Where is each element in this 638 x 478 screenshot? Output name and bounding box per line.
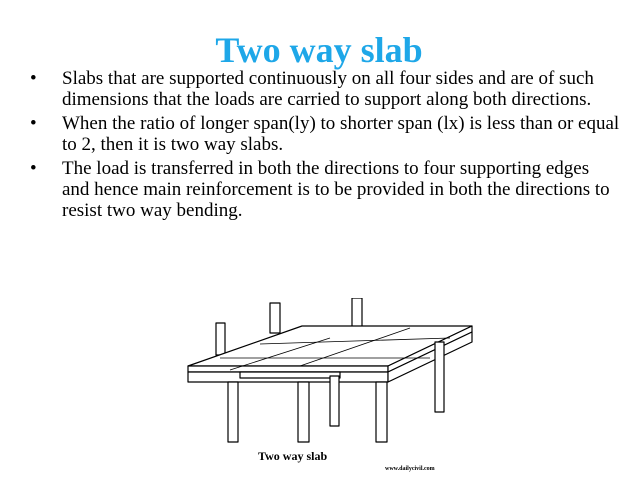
bullet-marker: • (30, 158, 37, 179)
bullet-item (30, 68, 620, 110)
bullet-text: When the ratio of longer span(ly) to shorter span (lx) is less than or equal to 2, then it is two way slabs. (62, 113, 620, 155)
beam-middle (240, 372, 340, 378)
bullet-text: Slabs that are supported continuously on all four sides and are of such dimensions that the loads are carried to support along both directions. (62, 68, 594, 110)
bullet-marker: • (30, 113, 37, 134)
bullet-list (30, 68, 620, 224)
column-front-center (298, 382, 309, 442)
slab-front-edge (188, 366, 388, 372)
figure-caption: Two way slab (258, 449, 328, 463)
two-way-slab-illustration (180, 298, 480, 443)
bullet-item (30, 113, 620, 155)
bullet-marker: • (30, 68, 37, 89)
bullet-text: The load is transferred in both the directions to four supporting edges and hence main reinforcement is to be provided in both the directions to resist two way bending. (62, 158, 610, 221)
column-front-right (376, 382, 387, 442)
figure-credit: www.dailycivil.com (385, 466, 435, 472)
column-back-center (270, 303, 280, 333)
slide-title: Two way slab (215, 30, 423, 70)
column-front-left (228, 382, 238, 442)
column-back-right (352, 298, 362, 328)
column-back-left (216, 323, 225, 355)
column-right-lower (435, 342, 444, 412)
column-back-lower (330, 376, 339, 426)
bullet-item (30, 158, 620, 221)
